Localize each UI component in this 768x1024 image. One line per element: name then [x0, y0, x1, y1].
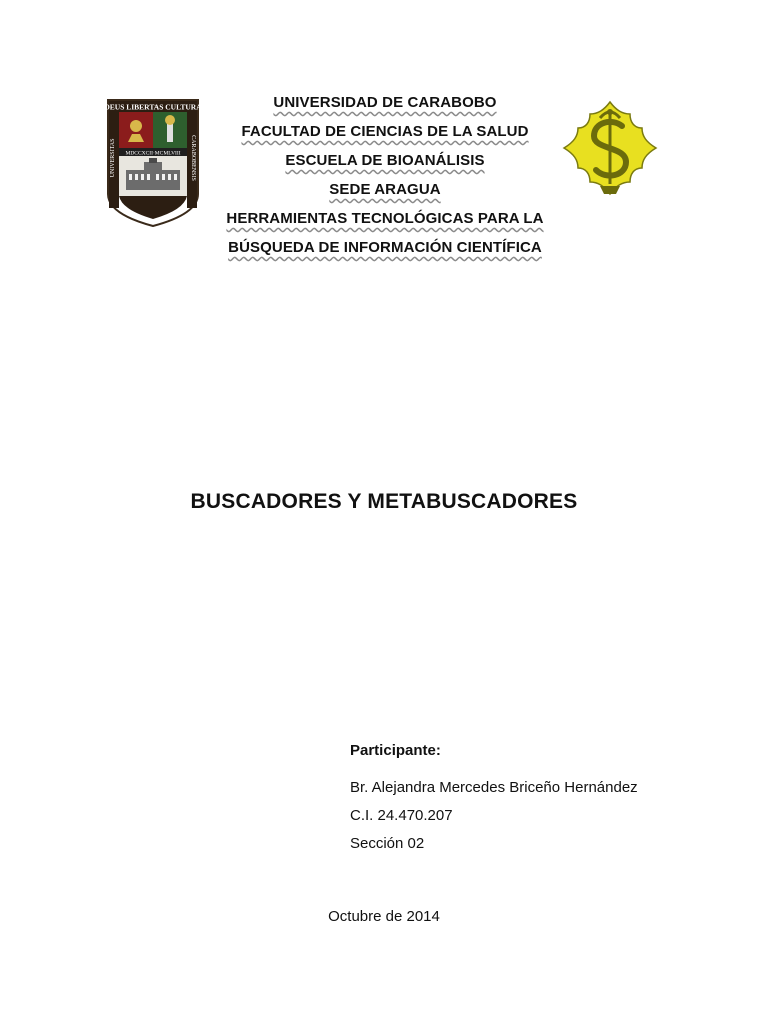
header-line-campus: SEDE ARAGUA: [329, 181, 441, 198]
participant-name: Br. Alejandra Mercedes Briceño Hernández: [350, 779, 638, 796]
participant-info: [350, 741, 730, 862]
participant-section: Sección 02: [350, 835, 425, 852]
participant-label: Participante:: [350, 742, 441, 759]
participant-id: C.I. 24.470.207: [350, 807, 453, 824]
document-date: Octubre de 2014: [328, 908, 440, 925]
svg-text:MDCCXCII·MCMLVIII: MDCCXCII·MCMLVIII: [125, 150, 181, 157]
header-line-course-2: BÚSQUEDA DE INFORMACIÓN CIENTÍFICA: [228, 239, 542, 256]
document-title: BUSCADORES Y METABUSCADORES: [190, 490, 578, 513]
svg-text:DEUS LIBERTAS CULTURA: DEUS LIBERTAS CULTURA: [106, 102, 200, 112]
document-header: [204, 88, 566, 262]
header-line-university: UNIVERSIDAD DE CARABOBO: [273, 94, 497, 111]
svg-text:UNIVERSITAS: UNIVERSITAS: [110, 138, 116, 178]
header-line-faculty: FACULTAD DE CIENCIAS DE LA SALUD: [241, 123, 529, 140]
university-crest-icon: [106, 98, 200, 228]
faculty-emblem-icon: [560, 100, 660, 210]
svg-text:CARABOBENSIS: CARABOBENSIS: [190, 135, 196, 181]
header-line-school: ESCUELA DE BIOANÁLISIS: [285, 152, 485, 169]
header-line-course-1: HERRAMIENTAS TECNOLÓGICAS PARA LA: [226, 210, 544, 227]
